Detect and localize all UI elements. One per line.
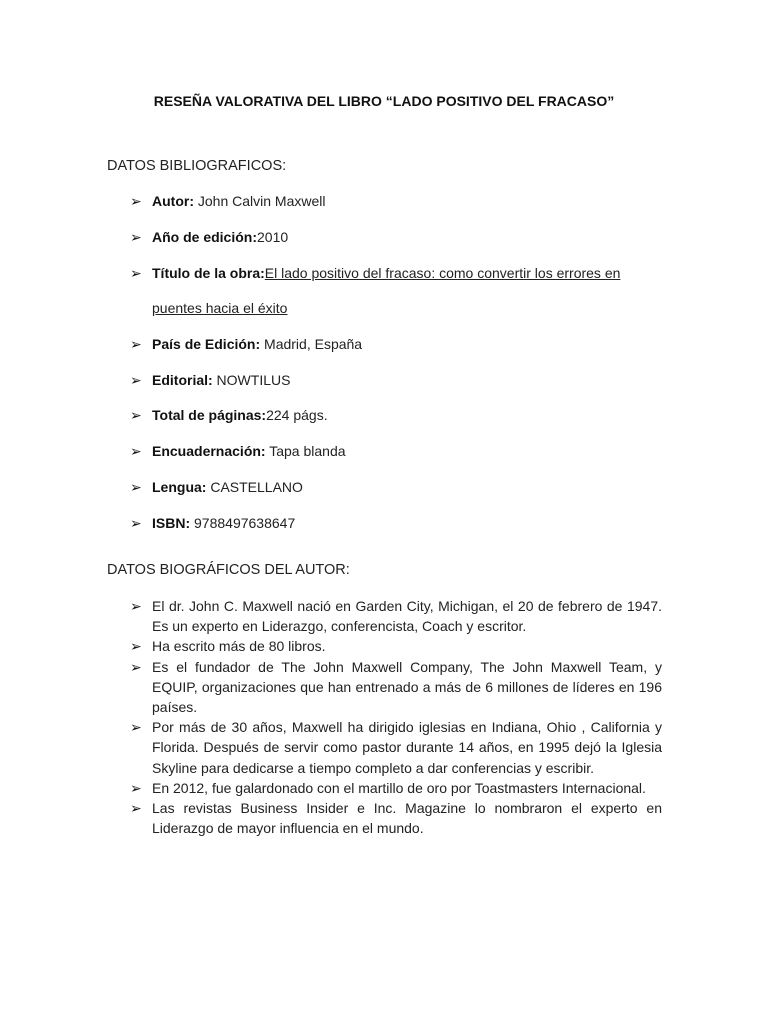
bullet-arrow-icon: ➢ <box>130 407 142 423</box>
biographical-heading: DATOS BIOGRÁFICOS DEL AUTOR: <box>107 562 350 578</box>
bullet-arrow-icon: ➢ <box>130 336 142 352</box>
bio-text: Ha escrito más de 80 libros. <box>152 638 326 655</box>
bullet-arrow-icon: ➢ <box>130 372 142 388</box>
bib-label: ISBN: <box>152 515 191 531</box>
bio-text: Es el fundador de The John Maxwell Company, The John Maxwell Team, y EQUIP, organizaciones que han entrenado a más de 6 millones de líderes en 196 países. <box>152 658 662 716</box>
bib-label: Título de la obra: <box>152 265 265 281</box>
bio-text: Las revistas Business Insider e Inc. Magazine lo nombraron el experto en Liderazgo de mayor influencia en el mundo. <box>152 800 662 837</box>
bib-value: Madrid, España <box>260 336 363 352</box>
list-item <box>130 798 662 838</box>
bib-label: Total de páginas: <box>152 407 267 423</box>
bullet-arrow-icon: ➢ <box>130 638 142 655</box>
bullet-arrow-icon: ➢ <box>130 479 142 495</box>
bib-label: País de Edición: <box>152 336 261 352</box>
bib-label: Lengua: <box>152 479 207 495</box>
bio-text: El dr. John C. Maxwell nació en Garden City, Michigan, el 20 de febrero de 1947. Es un experto en Liderazgo, conferencista, Coach y escritor. <box>152 598 662 635</box>
bullet-arrow-icon: ➢ <box>130 779 142 796</box>
bib-value: 2010 <box>257 229 289 245</box>
bullet-arrow-icon: ➢ <box>130 598 142 614</box>
list-item <box>130 657 662 718</box>
biographical-list <box>130 596 662 838</box>
bio-text: Por más de 30 años, Maxwell ha dirigido iglesias en Indiana, Ohio , California y Florida. Después de servir como pastor durante 14 años, en 1995 dejó la Iglesia Skyline para dedicarse a tiempo completo a dar conferencias y escribir. <box>152 719 662 776</box>
list-item <box>130 636 662 656</box>
bib-value: 224 págs. <box>266 407 328 423</box>
list-item <box>130 717 662 778</box>
bib-label: Encuadernación: <box>152 443 266 459</box>
bullet-arrow-icon: ➢ <box>130 515 142 531</box>
bib-value: John Calvin Maxwell <box>194 193 326 209</box>
bullet-arrow-icon: ➢ <box>130 265 142 281</box>
list-item <box>130 596 662 636</box>
list-item <box>130 778 662 798</box>
bib-label: Año de edición: <box>152 229 257 245</box>
bib-value: 9788497638647 <box>190 515 296 531</box>
bib-value: El lado positivo del fracaso: como convertir los errores en <box>264 265 621 281</box>
bibliographic-heading: DATOS BIBLIOGRAFICOS: <box>107 158 287 174</box>
bio-text: En 2012, fue galardonado con el martillo de oro por Toastmasters Internacional. <box>152 779 646 796</box>
bib-label: Autor: <box>152 193 194 209</box>
bib-value: Tapa blanda <box>265 443 346 459</box>
bullet-arrow-icon: ➢ <box>130 658 142 675</box>
bib-value: NOWTILUS <box>212 372 291 388</box>
bib-title-continuation: puentes hacia el éxito <box>152 300 288 316</box>
bullet-arrow-icon: ➢ <box>130 229 142 245</box>
bullet-arrow-icon: ➢ <box>130 719 142 736</box>
bib-label: Editorial: <box>152 372 213 388</box>
bullet-arrow-icon: ➢ <box>130 443 142 459</box>
document-title: RESEÑA VALORATIVA DEL LIBRO “LADO POSITIVO DEL FRACASO” <box>153 93 615 109</box>
bullet-arrow-icon: ➢ <box>130 800 142 817</box>
bib-value: CASTELLANO <box>206 479 303 495</box>
bullet-arrow-icon: ➢ <box>130 193 142 209</box>
